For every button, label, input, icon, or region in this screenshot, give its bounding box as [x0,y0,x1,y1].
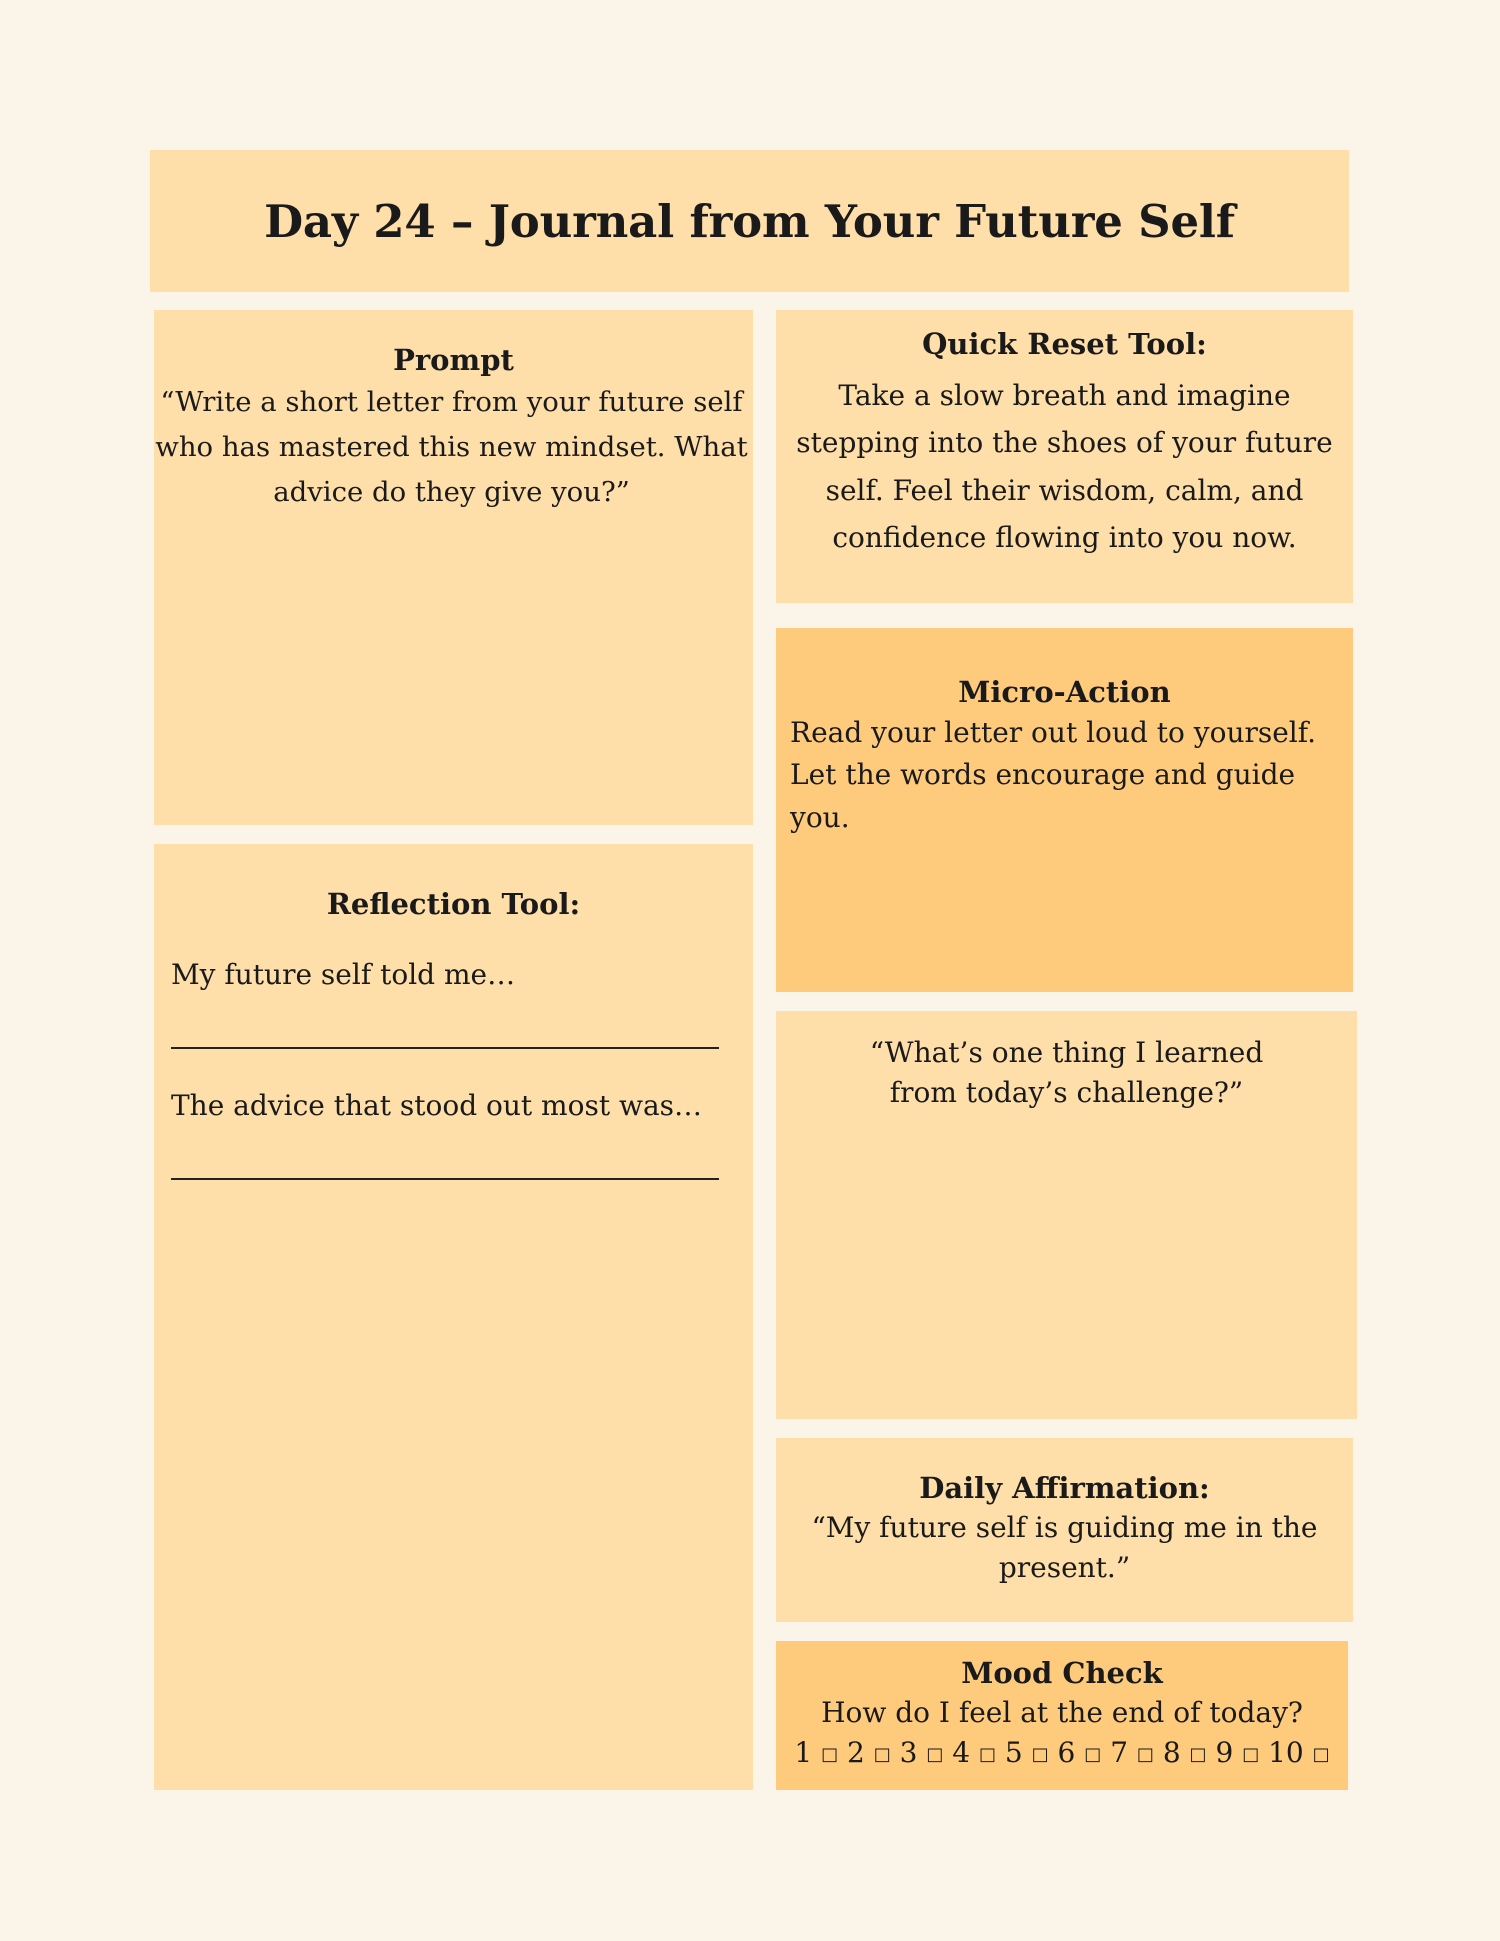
mood-option-label: 10 [1268,1736,1313,1770]
mood-check-question: How do I feel at the end of today? [821,1695,1303,1729]
mood-option-6[interactable] [1058,1733,1111,1774]
mood-check-heading: Mood Check [961,1656,1163,1690]
mood-option-label: 9 [1215,1736,1243,1770]
mood-option-label: 8 [1162,1736,1190,1770]
mood-option-label: 7 [1110,1736,1137,1770]
mood-option-2[interactable] [847,1733,900,1774]
checkbox-icon[interactable]: □ [1136,1744,1154,1766]
mood-option-7[interactable] [1110,1733,1163,1774]
reflection-heading: Reflection Tool: [326,887,581,921]
learning-question-line-2: from today’s challenge?” [889,1076,1244,1110]
mood-option-label: 3 [899,1736,927,1770]
mood-option-3[interactable] [900,1733,953,1774]
checkbox-icon[interactable]: □ [926,1744,944,1766]
mood-option-label: 6 [1057,1736,1085,1770]
mood-option-5[interactable] [1005,1733,1058,1774]
prompt-text: “Write a short letter from your future self who has mastered this new mindset. What advice do they give you?” [155,385,748,509]
checkbox-icon[interactable]: □ [821,1744,839,1766]
prompt-heading: Prompt [393,343,514,377]
title-panel [150,150,1349,292]
affirmation-text: “My future self is guiding me in the present.” [811,1510,1318,1585]
reflection-prompt-1: My future self told me… [171,957,516,991]
prompt-panel [154,310,753,825]
checkbox-icon[interactable]: □ [978,1744,996,1766]
quick-reset-panel [776,310,1353,603]
checkbox-icon[interactable]: □ [1031,1744,1049,1766]
checkbox-icon[interactable]: □ [1084,1744,1102,1766]
affirmation-heading: Daily Affirmation: [919,1471,1210,1505]
mood-option-8[interactable] [1163,1733,1216,1774]
quick-reset-text: Take a slow breath and imagine stepping into the shoes of your future self. Feel their wisdom, calm, and confidence flowing into you now. [796,378,1333,555]
mood-option-label: 4 [952,1736,979,1770]
mood-option-4[interactable] [952,1733,1005,1774]
mood-option-label: 2 [846,1736,874,1770]
learning-question-line-1: “What’s one thing I learned [869,1036,1264,1069]
learning-question-panel [776,1011,1357,1419]
mood-scale [776,1733,1348,1774]
micro-action-panel [776,628,1353,992]
affirmation-panel [776,1438,1353,1622]
mood-option-9[interactable] [1215,1733,1268,1774]
quick-reset-heading: Quick Reset Tool: [922,327,1207,361]
reflection-prompt-2: The advice that stood out most was… [171,1088,703,1122]
mood-option-label: 1 [794,1736,822,1770]
mood-option-1[interactable] [794,1733,847,1774]
mood-check-panel [776,1641,1348,1790]
checkbox-icon[interactable]: □ [1242,1744,1260,1766]
reflection-answer-line-2[interactable] [171,1148,719,1180]
mood-option-10[interactable] [1268,1733,1330,1774]
checkbox-icon[interactable]: □ [873,1744,891,1766]
checkbox-icon[interactable]: □ [1312,1744,1330,1766]
learning-question [776,1033,1357,1114]
reflection-panel [154,844,753,1790]
reflection-answer-line-1[interactable] [171,1017,719,1049]
micro-action-heading: Micro-Action [958,675,1171,709]
mood-option-label: 5 [1004,1736,1032,1770]
checkbox-icon[interactable]: □ [1189,1744,1207,1766]
page-title: Day 24 – Journal from Your Future Self [264,194,1235,248]
micro-action-text: Read your letter out loud to yourself. Let the words encourage and guide you. [790,715,1317,834]
